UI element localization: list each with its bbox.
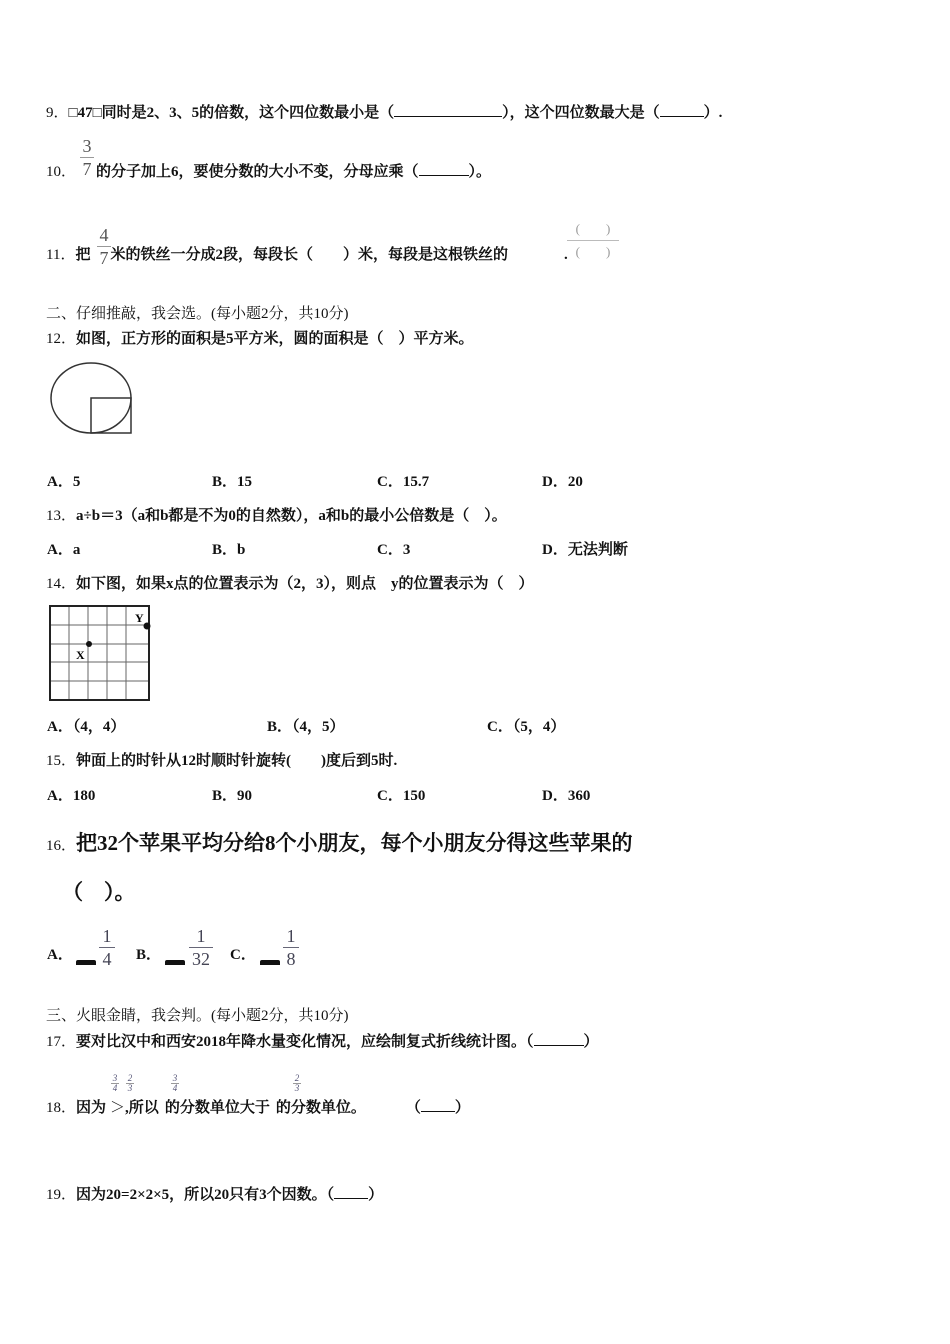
fraction-3-4: 3 4	[112, 1073, 118, 1093]
question-16-line2: （ ）。	[62, 880, 136, 904]
option-b[interactable]: B．（4，5）	[267, 719, 345, 735]
option-b[interactable]: B．	[136, 947, 162, 963]
grid-figure	[48, 604, 152, 702]
question-19: 19．因为20=2×2×5，所以20只有3个因数。（ ）	[46, 1184, 383, 1205]
option-b[interactable]: B．b	[212, 542, 246, 558]
section-2-heading: 二、仔细推敲，我会选。(每小题2分，共10分)	[46, 306, 349, 322]
option-a[interactable]: A．a	[47, 542, 81, 558]
circle-square-figure	[46, 360, 138, 438]
option-d[interactable]: D．360	[542, 788, 591, 804]
answer-blank[interactable]	[334, 1184, 368, 1199]
option-c[interactable]: C．150	[377, 788, 426, 804]
image-placeholder	[260, 960, 280, 965]
option-c[interactable]: C．	[230, 947, 256, 963]
fraction-4-7: 4 7	[97, 225, 111, 268]
option-b[interactable]: B．90	[212, 788, 253, 804]
label-y: Y	[135, 611, 144, 625]
option-c[interactable]: C．3	[377, 542, 411, 558]
answer-blank[interactable]	[421, 1097, 455, 1112]
option-a[interactable]: A．	[47, 947, 73, 963]
option-c[interactable]: C．15.7	[377, 474, 430, 490]
fraction-1-8: 1 8	[283, 926, 299, 969]
label-x: X	[76, 648, 85, 662]
question-12: 12．如图，正方形的面积是5平方米，圆的面积是（ ）平方米。	[46, 331, 474, 347]
answer-blank[interactable]	[660, 102, 704, 117]
image-placeholder	[165, 960, 185, 965]
option-a[interactable]: A．5	[47, 474, 81, 490]
question-13: 13．a÷b＝3（a和b都是不为0的自然数），a和b的最小公倍数是（ ）。	[46, 508, 507, 524]
question-11: 11．把 米的铁丝一分成2段，每段长（ ）米，每段是这根铁丝的 .	[46, 247, 568, 263]
fraction-3-7: 3 7	[80, 136, 94, 179]
option-b[interactable]: B．15	[212, 474, 253, 490]
question-16: 16．把32个苹果平均分给8个小朋友，每个小朋友分得这些苹果的	[46, 831, 633, 855]
answer-blank[interactable]	[394, 102, 502, 117]
option-c[interactable]: C．（5，4）	[487, 719, 566, 735]
option-a[interactable]: A．180	[47, 788, 96, 804]
answer-blank[interactable]	[419, 161, 469, 176]
fraction-1-32: 1 32	[189, 926, 213, 969]
image-placeholder	[76, 960, 96, 965]
question-14: 14．如下图，如果x点的位置表示为（2，3），则点 y的位置表示为（ ）	[46, 576, 534, 592]
question-15: 15．钟面上的时针从12时顺时针旋转( )度后到5时.	[46, 753, 398, 769]
point-x	[86, 641, 92, 647]
option-a[interactable]: A．（4，4）	[47, 719, 126, 735]
answer-blank[interactable]	[534, 1031, 584, 1046]
fraction-3-4: 3 4	[172, 1073, 178, 1093]
point-y	[144, 623, 151, 630]
fraction-1-4: 1 4	[99, 926, 115, 969]
question-17: 17．要对比汉中和西安2018年降水量变化情况，应绘制复式折线统计图。（ ）	[46, 1031, 599, 1052]
fraction-2-3: 2 3	[127, 1073, 133, 1093]
question-18: 18．因为 ＞,所以 的分数单位大于 的分数单位。 （ ）	[46, 1097, 470, 1118]
fraction-answer-blank[interactable]: ( ) ( )	[567, 219, 619, 262]
question-10: 10． 的分子加上6，要使分数的大小不变，分母应乘（ ）。	[46, 161, 491, 182]
option-d[interactable]: D．无法判断	[542, 542, 628, 558]
question-9: 9．□47□同时是2、3、5的倍数，这个四位数最小是（ ），这个四位数最大是（ ）.	[46, 102, 722, 123]
option-d[interactable]: D．20	[542, 474, 583, 490]
section-3-heading: 三、火眼金睛，我会判。(每小题2分，共10分)	[46, 1008, 349, 1024]
fraction-2-3: 2 3	[294, 1073, 300, 1093]
